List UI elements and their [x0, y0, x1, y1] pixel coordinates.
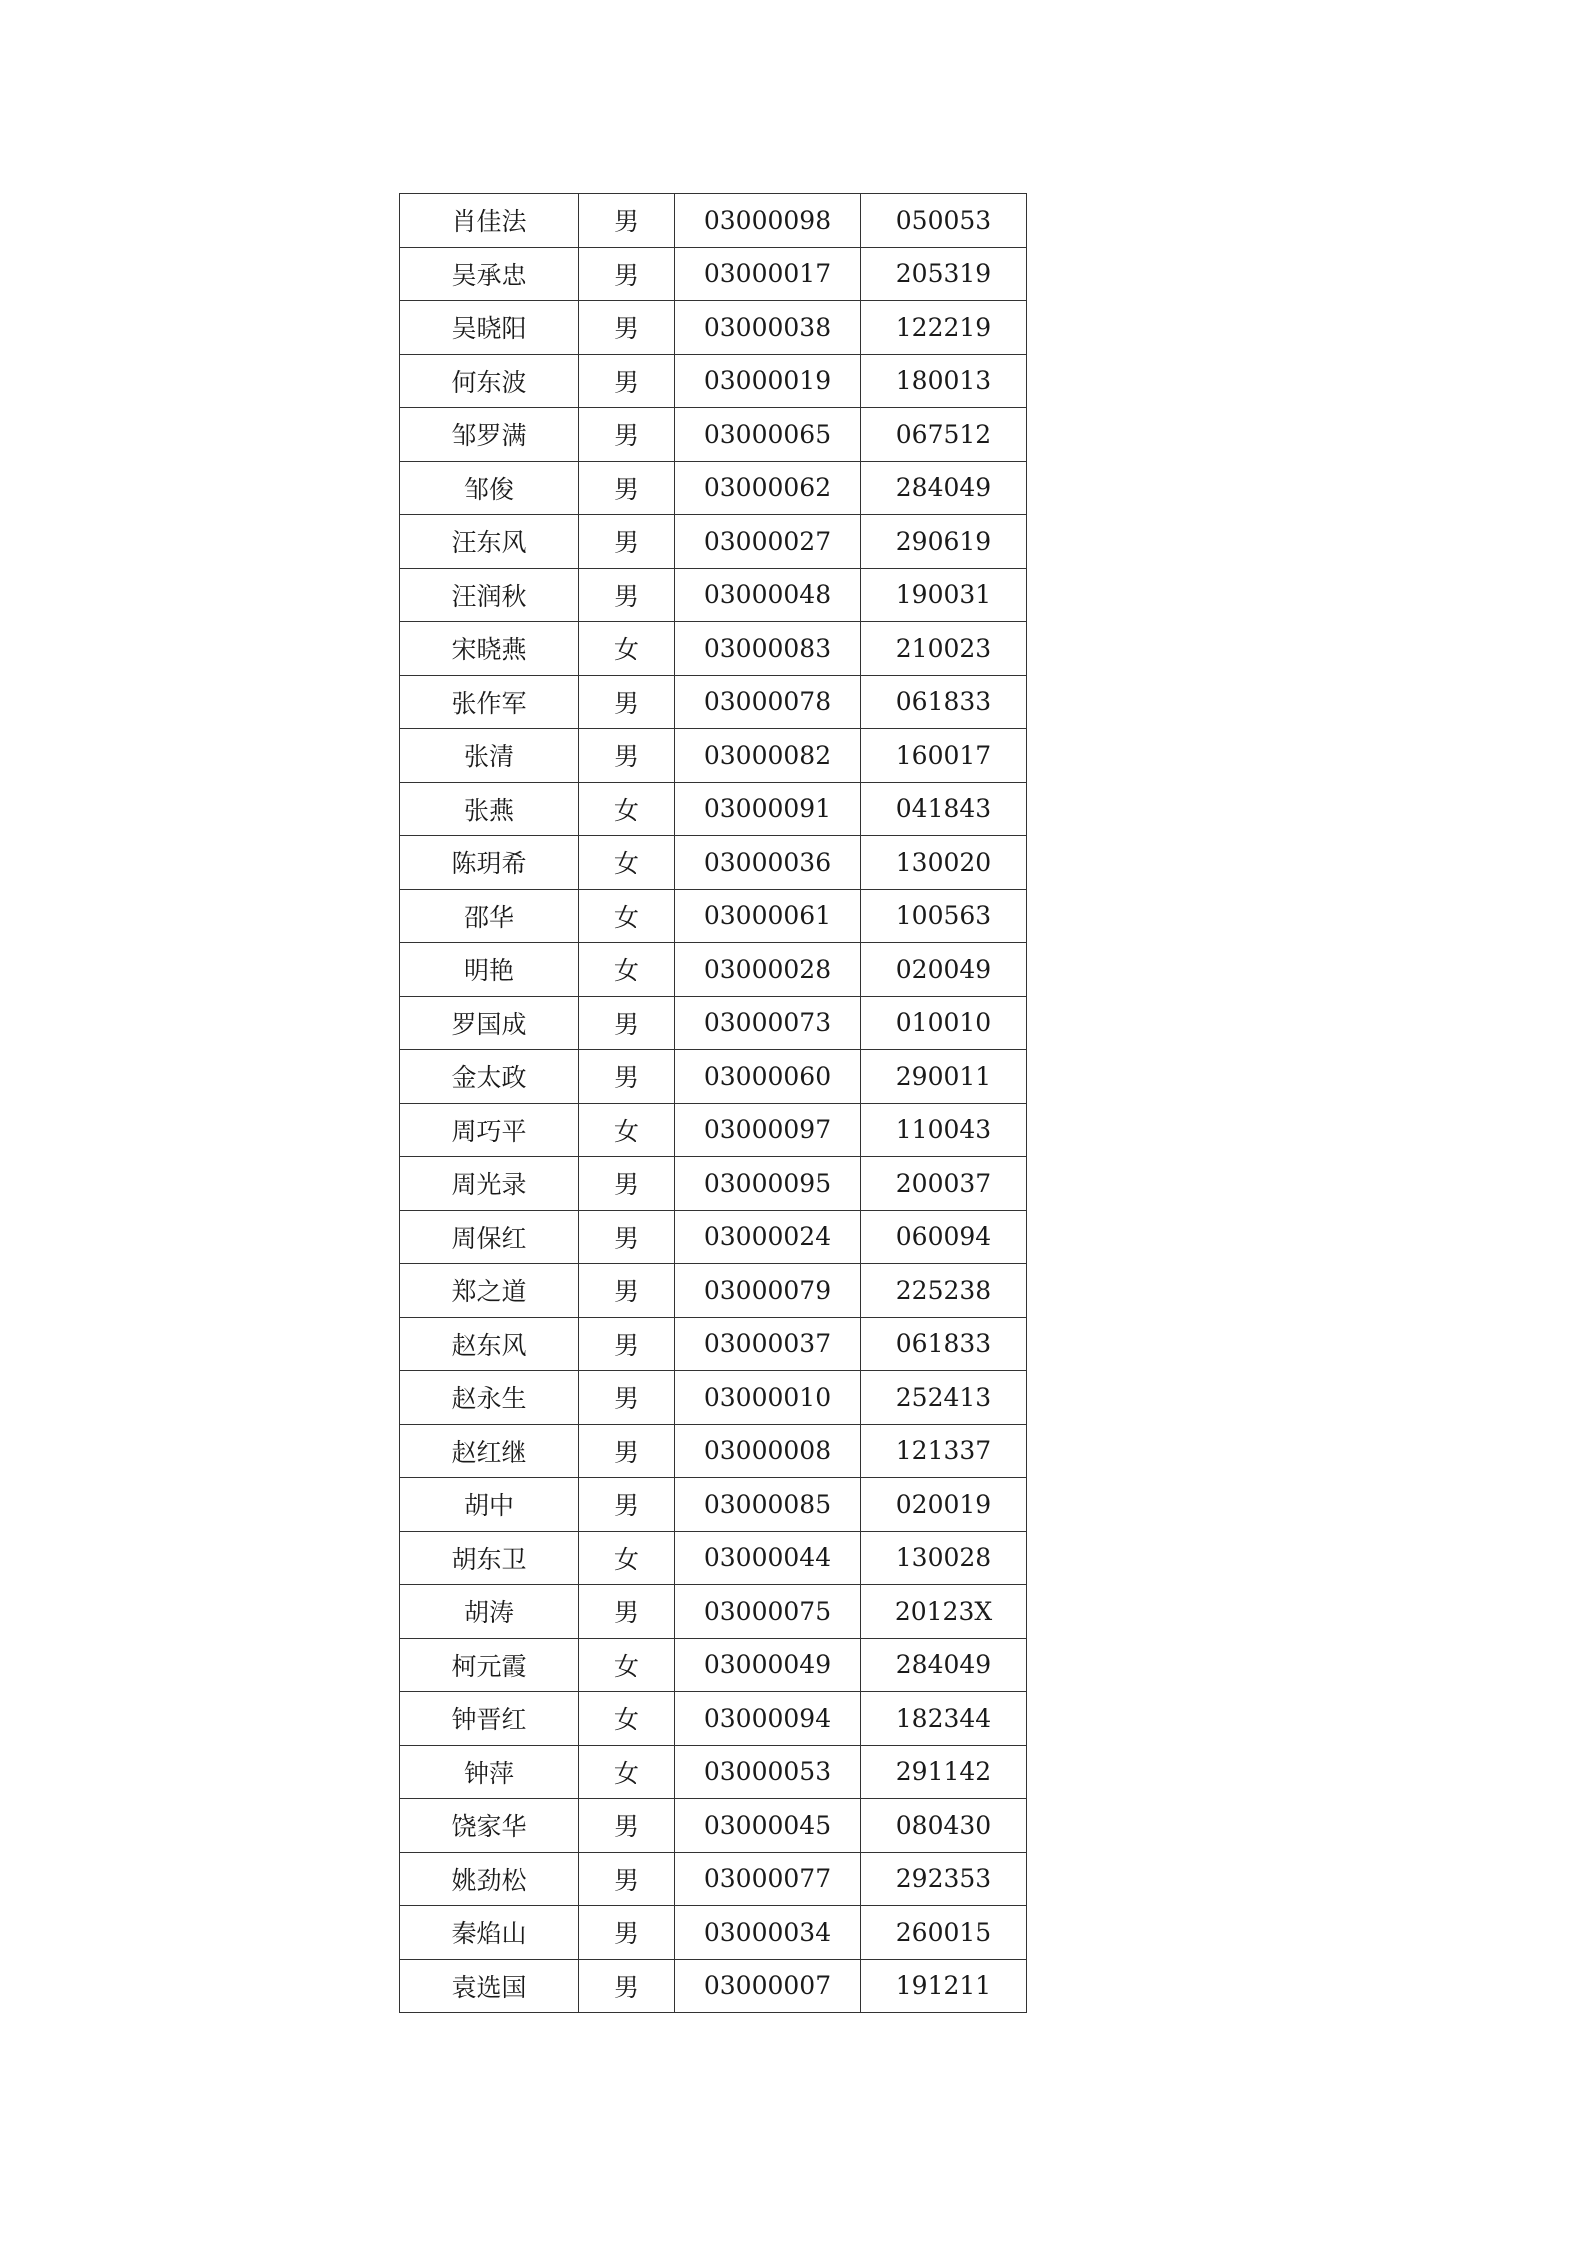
table-row: [400, 1531, 1027, 1585]
id-cell: 03000095: [675, 1157, 861, 1211]
gender-cell: 男: [579, 1585, 675, 1639]
table-row: [400, 943, 1027, 997]
id-cell: 03000078: [675, 675, 861, 729]
name-cell: 汪东风: [400, 515, 579, 569]
id-cell: 03000036: [675, 836, 861, 890]
gender-cell: 男: [579, 1371, 675, 1425]
code-cell: 020049: [861, 943, 1027, 997]
table-row: [400, 1585, 1027, 1639]
table-row: [400, 1103, 1027, 1157]
name-cell: 郑之道: [400, 1264, 579, 1318]
name-cell: 周保红: [400, 1210, 579, 1264]
gender-cell: 男: [579, 1050, 675, 1104]
code-cell: 020019: [861, 1478, 1027, 1532]
gender-cell: 女: [579, 622, 675, 676]
name-cell: 柯元霞: [400, 1638, 579, 1692]
table-row: [400, 996, 1027, 1050]
gender-cell: 女: [579, 836, 675, 890]
id-cell: 03000082: [675, 729, 861, 783]
name-cell: 汪润秋: [400, 568, 579, 622]
code-cell: 050053: [861, 194, 1027, 248]
id-cell: 03000060: [675, 1050, 861, 1104]
code-cell: 160017: [861, 729, 1027, 783]
gender-cell: 男: [579, 1852, 675, 1906]
id-cell: 03000008: [675, 1424, 861, 1478]
name-cell: 张清: [400, 729, 579, 783]
name-cell: 钟萍: [400, 1745, 579, 1799]
gender-cell: 女: [579, 1745, 675, 1799]
gender-cell: 男: [579, 1959, 675, 2013]
id-cell: 03000037: [675, 1317, 861, 1371]
roster-table-body: [400, 194, 1027, 2013]
code-cell: 180013: [861, 354, 1027, 408]
code-cell: 061833: [861, 675, 1027, 729]
code-cell: 205319: [861, 247, 1027, 301]
table-row: [400, 622, 1027, 676]
gender-cell: 男: [579, 247, 675, 301]
name-cell: 张作军: [400, 675, 579, 729]
gender-cell: 男: [579, 515, 675, 569]
gender-cell: 男: [579, 301, 675, 355]
id-cell: 03000017: [675, 247, 861, 301]
code-cell: 121337: [861, 1424, 1027, 1478]
gender-cell: 女: [579, 1692, 675, 1746]
table-row: [400, 354, 1027, 408]
code-cell: 100563: [861, 889, 1027, 943]
table-row: [400, 1424, 1027, 1478]
table-row: [400, 836, 1027, 890]
id-cell: 03000079: [675, 1264, 861, 1318]
code-cell: 130020: [861, 836, 1027, 890]
gender-cell: 女: [579, 1103, 675, 1157]
code-cell: 122219: [861, 301, 1027, 355]
table-row: [400, 194, 1027, 248]
code-cell: 252413: [861, 1371, 1027, 1425]
table-row: [400, 1638, 1027, 1692]
gender-cell: 男: [579, 1478, 675, 1532]
id-cell: 03000085: [675, 1478, 861, 1532]
table-row: [400, 782, 1027, 836]
name-cell: 张燕: [400, 782, 579, 836]
name-cell: 赵东风: [400, 1317, 579, 1371]
gender-cell: 男: [579, 1157, 675, 1211]
code-cell: 110043: [861, 1103, 1027, 1157]
code-cell: 061833: [861, 1317, 1027, 1371]
gender-cell: 女: [579, 889, 675, 943]
name-cell: 吴承忠: [400, 247, 579, 301]
name-cell: 何东波: [400, 354, 579, 408]
roster-table: [399, 193, 1027, 2013]
id-cell: 03000075: [675, 1585, 861, 1639]
name-cell: 邵华: [400, 889, 579, 943]
id-cell: 03000038: [675, 301, 861, 355]
id-cell: 03000010: [675, 1371, 861, 1425]
id-cell: 03000019: [675, 354, 861, 408]
id-cell: 03000048: [675, 568, 861, 622]
name-cell: 饶家华: [400, 1799, 579, 1853]
name-cell: 赵永生: [400, 1371, 579, 1425]
table-row: [400, 1799, 1027, 1853]
table-row: [400, 1317, 1027, 1371]
name-cell: 周光录: [400, 1157, 579, 1211]
code-cell: 291142: [861, 1745, 1027, 1799]
table-row: [400, 1371, 1027, 1425]
code-cell: 191211: [861, 1959, 1027, 2013]
table-row: [400, 889, 1027, 943]
table-row: [400, 568, 1027, 622]
table-row: [400, 1478, 1027, 1532]
code-cell: 041843: [861, 782, 1027, 836]
gender-cell: 男: [579, 461, 675, 515]
code-cell: 182344: [861, 1692, 1027, 1746]
id-cell: 03000097: [675, 1103, 861, 1157]
table-row: [400, 301, 1027, 355]
gender-cell: 男: [579, 408, 675, 462]
gender-cell: 女: [579, 1638, 675, 1692]
id-cell: 03000094: [675, 1692, 861, 1746]
code-cell: 067512: [861, 408, 1027, 462]
name-cell: 金太政: [400, 1050, 579, 1104]
name-cell: 胡东卫: [400, 1531, 579, 1585]
code-cell: 20123X: [861, 1585, 1027, 1639]
code-cell: 210023: [861, 622, 1027, 676]
id-cell: 03000077: [675, 1852, 861, 1906]
gender-cell: 女: [579, 1531, 675, 1585]
id-cell: 03000053: [675, 1745, 861, 1799]
table-row: [400, 1210, 1027, 1264]
gender-cell: 男: [579, 354, 675, 408]
table-row: [400, 515, 1027, 569]
code-cell: 130028: [861, 1531, 1027, 1585]
name-cell: 邹罗满: [400, 408, 579, 462]
id-cell: 03000083: [675, 622, 861, 676]
id-cell: 03000073: [675, 996, 861, 1050]
gender-cell: 男: [579, 1317, 675, 1371]
code-cell: 200037: [861, 1157, 1027, 1211]
table-row: [400, 1692, 1027, 1746]
name-cell: 肖佳法: [400, 194, 579, 248]
code-cell: 290619: [861, 515, 1027, 569]
id-cell: 03000091: [675, 782, 861, 836]
gender-cell: 男: [579, 1799, 675, 1853]
table-row: [400, 1264, 1027, 1318]
code-cell: 284049: [861, 461, 1027, 515]
gender-cell: 女: [579, 943, 675, 997]
table-row: [400, 408, 1027, 462]
name-cell: 邹俊: [400, 461, 579, 515]
id-cell: 03000049: [675, 1638, 861, 1692]
id-cell: 03000044: [675, 1531, 861, 1585]
name-cell: 袁选国: [400, 1959, 579, 2013]
name-cell: 胡涛: [400, 1585, 579, 1639]
name-cell: 陈玥希: [400, 836, 579, 890]
code-cell: 290011: [861, 1050, 1027, 1104]
id-cell: 03000034: [675, 1906, 861, 1960]
id-cell: 03000024: [675, 1210, 861, 1264]
name-cell: 秦焰山: [400, 1906, 579, 1960]
table-row: [400, 1959, 1027, 2013]
id-cell: 03000061: [675, 889, 861, 943]
gender-cell: 男: [579, 729, 675, 783]
id-cell: 03000028: [675, 943, 861, 997]
name-cell: 姚劲松: [400, 1852, 579, 1906]
code-cell: 292353: [861, 1852, 1027, 1906]
id-cell: 03000027: [675, 515, 861, 569]
table-row: [400, 1906, 1027, 1960]
table-row: [400, 675, 1027, 729]
table-row: [400, 461, 1027, 515]
name-cell: 钟晋红: [400, 1692, 579, 1746]
table-row: [400, 247, 1027, 301]
code-cell: 284049: [861, 1638, 1027, 1692]
table-row: [400, 1157, 1027, 1211]
name-cell: 明艳: [400, 943, 579, 997]
name-cell: 宋晓燕: [400, 622, 579, 676]
gender-cell: 男: [579, 996, 675, 1050]
name-cell: 赵红继: [400, 1424, 579, 1478]
gender-cell: 男: [579, 675, 675, 729]
gender-cell: 男: [579, 194, 675, 248]
id-cell: 03000062: [675, 461, 861, 515]
table-row: [400, 1852, 1027, 1906]
code-cell: 260015: [861, 1906, 1027, 1960]
name-cell: 胡中: [400, 1478, 579, 1532]
code-cell: 225238: [861, 1264, 1027, 1318]
gender-cell: 女: [579, 782, 675, 836]
code-cell: 190031: [861, 568, 1027, 622]
id-cell: 03000045: [675, 1799, 861, 1853]
gender-cell: 男: [579, 1424, 675, 1478]
table-row: [400, 1050, 1027, 1104]
code-cell: 010010: [861, 996, 1027, 1050]
id-cell: 03000098: [675, 194, 861, 248]
gender-cell: 男: [579, 1264, 675, 1318]
gender-cell: 男: [579, 1210, 675, 1264]
gender-cell: 男: [579, 568, 675, 622]
name-cell: 罗国成: [400, 996, 579, 1050]
code-cell: 080430: [861, 1799, 1027, 1853]
name-cell: 周巧平: [400, 1103, 579, 1157]
table-row: [400, 1745, 1027, 1799]
gender-cell: 男: [579, 1906, 675, 1960]
id-cell: 03000065: [675, 408, 861, 462]
table-row: [400, 729, 1027, 783]
name-cell: 吴晓阳: [400, 301, 579, 355]
id-cell: 03000007: [675, 1959, 861, 2013]
code-cell: 060094: [861, 1210, 1027, 1264]
